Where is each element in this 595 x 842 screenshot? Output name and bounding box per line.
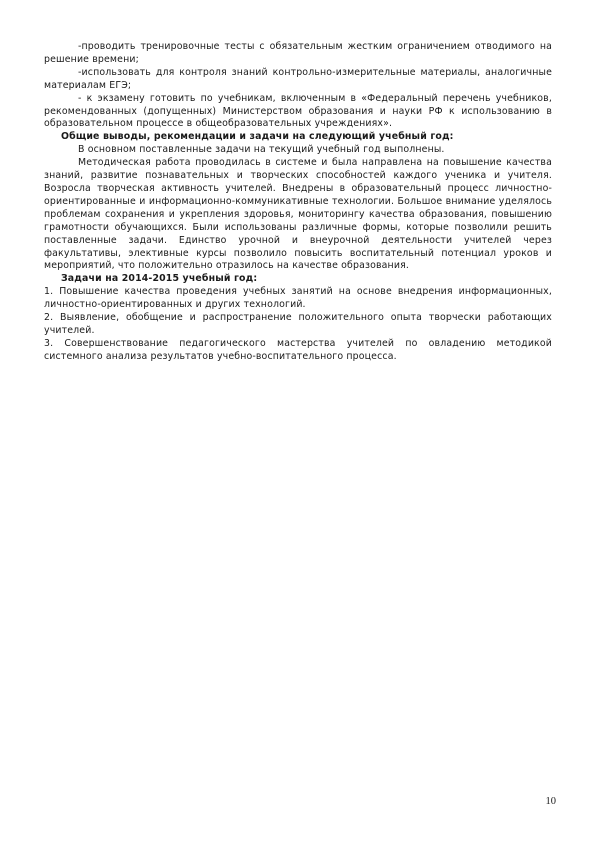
conclusions-paragraph-1: В основном поставленные задачи на текущий учебный год выполнены. [78,144,445,156]
page-body [44,41,552,364]
list-item-control-materials: -использовать для контроля знаний контрольно-измерительные материалы, аналогичные материалам ЕГЭ; [44,66,552,91]
page-number: 10 [545,796,556,807]
task-item-1: 1. Повышение качества проведения учебных занятий на основе внедрения информационных, личностно-ориентированных и других технологий. [44,286,552,311]
tasks-heading: Задачи на 2014-2015 учебный год: [61,273,258,285]
conclusions-paragraph-2: Методическая работа проводилась в системе и была направлена на повышение качества знаний, развитие познавательных и творческих способностей каждого ученика и учителя. Возросла творческая активность учителей. Внедрены в образовательный процесс личностно-ориентированные и информационно-коммуникативные технологии. Большое внимание уделялось проблемам сохранения и укрепления здоровья, мониторингу качества образования, повышению грамотности обучающихся. Были использованы различные формы, которые позволили решить поставленные задачи. Единство урочной и внеурочной деятельности учителей через факультативы, элективные курсы позволило повысить воспитательный потенциал уроков и мероприятий, что положительно отразилось на качестве образования. [44,157,552,272]
conclusions-heading: Общие выводы, рекомендации и задачи на следующий учебный год: [61,131,454,143]
task-item-3: 3. Совершенствование педагогического мастерства учителей по овладению методикой системного анализа результатов учебно-воспитательного процесса. [44,337,552,362]
list-item-textbooks: - к экзамену готовить по учебникам, включенным в «Федеральный перечень учебников, рекомендованных (допущенных) Министерством образования и науки РФ к использованию в образовательном процессе в общеобразовательных учреждениях». [44,92,552,130]
list-item-training-tests: -проводить тренировочные тесты с обязательным жестким ограничением отводимого на решение времени; [44,41,552,65]
task-item-2: 2. Выявление, обобщение и распространение положительного опыта творчески работающих учителей. [44,312,552,336]
